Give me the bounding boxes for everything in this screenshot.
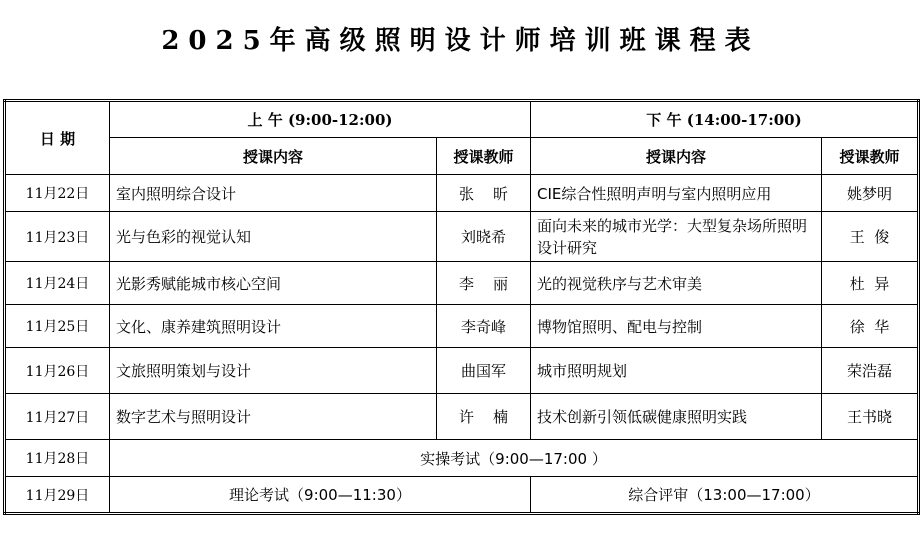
pm-teacher-header: 授课教师 <box>822 138 919 175</box>
header-row-periods <box>5 101 919 138</box>
am-teacher: 张 昕 <box>437 175 531 212</box>
date-column-header: 日 期 <box>5 101 110 175</box>
am-course: 室内照明综合设计 <box>110 175 437 212</box>
pm-content-header: 授课内容 <box>531 138 822 175</box>
pm-course: 面向未来的城市光学：大型复杂场所照明设计研究 <box>531 212 822 262</box>
am-teacher: 刘晓希 <box>437 212 531 262</box>
pm-teacher: 姚梦明 <box>822 175 919 212</box>
am-teacher: 李 丽 <box>437 262 531 305</box>
pm-teacher: 王书晓 <box>822 394 919 440</box>
am-content-header: 授课内容 <box>110 138 437 175</box>
table-row <box>5 175 919 212</box>
table-row <box>5 262 919 305</box>
pm-course: 光的视觉秩序与艺术审美 <box>531 262 822 305</box>
row-date: 11月25日 <box>5 305 110 348</box>
afternoon-header: 下 午 (14:00-17:00) <box>531 101 919 138</box>
pm-teacher: 荣浩磊 <box>822 348 919 394</box>
comprehensive-review: 综合评审（13:00—17:00） <box>531 477 919 514</box>
pm-teacher: 徐 华 <box>822 305 919 348</box>
row-date: 11月29日 <box>5 477 110 514</box>
row-date: 11月27日 <box>5 394 110 440</box>
theory-exam: 理论考试（9:00—11:30） <box>110 477 531 514</box>
schedule-table <box>3 99 920 515</box>
am-course: 文旅照明策划与设计 <box>110 348 437 394</box>
final-row <box>5 477 919 514</box>
page-title: 2025年高级照明设计师培训班课程表 <box>161 26 760 56</box>
pm-course: 城市照明规划 <box>531 348 822 394</box>
am-course: 数字艺术与照明设计 <box>110 394 437 440</box>
table-row <box>5 212 919 262</box>
pm-course: CIE综合性照明声明与室内照明应用 <box>531 175 822 212</box>
am-course: 文化、康养建筑照明设计 <box>110 305 437 348</box>
am-teacher: 曲国军 <box>437 348 531 394</box>
row-date: 11月28日 <box>5 440 110 477</box>
pm-teacher: 杜 异 <box>822 262 919 305</box>
exam-row <box>5 440 919 477</box>
row-date: 11月26日 <box>5 348 110 394</box>
header-row-columns <box>5 138 919 175</box>
table-row <box>5 305 919 348</box>
morning-header: 上 午 (9:00-12:00) <box>110 101 531 138</box>
row-date: 11月23日 <box>5 212 110 262</box>
am-teacher-header: 授课教师 <box>437 138 531 175</box>
am-course: 光影秀赋能城市核心空间 <box>110 262 437 305</box>
pm-course: 博物馆照明、配电与控制 <box>531 305 822 348</box>
row-date: 11月22日 <box>5 175 110 212</box>
pm-teacher: 王 俊 <box>822 212 919 262</box>
practical-exam: 实操考试（9:00—17:00 ） <box>110 440 919 477</box>
am-teacher: 李奇峰 <box>437 305 531 348</box>
table-row <box>5 348 919 394</box>
table-row <box>5 394 919 440</box>
am-course: 光与色彩的视觉认知 <box>110 212 437 262</box>
row-date: 11月24日 <box>5 262 110 305</box>
am-teacher: 许 楠 <box>437 394 531 440</box>
pm-course: 技术创新引领低碳健康照明实践 <box>531 394 822 440</box>
